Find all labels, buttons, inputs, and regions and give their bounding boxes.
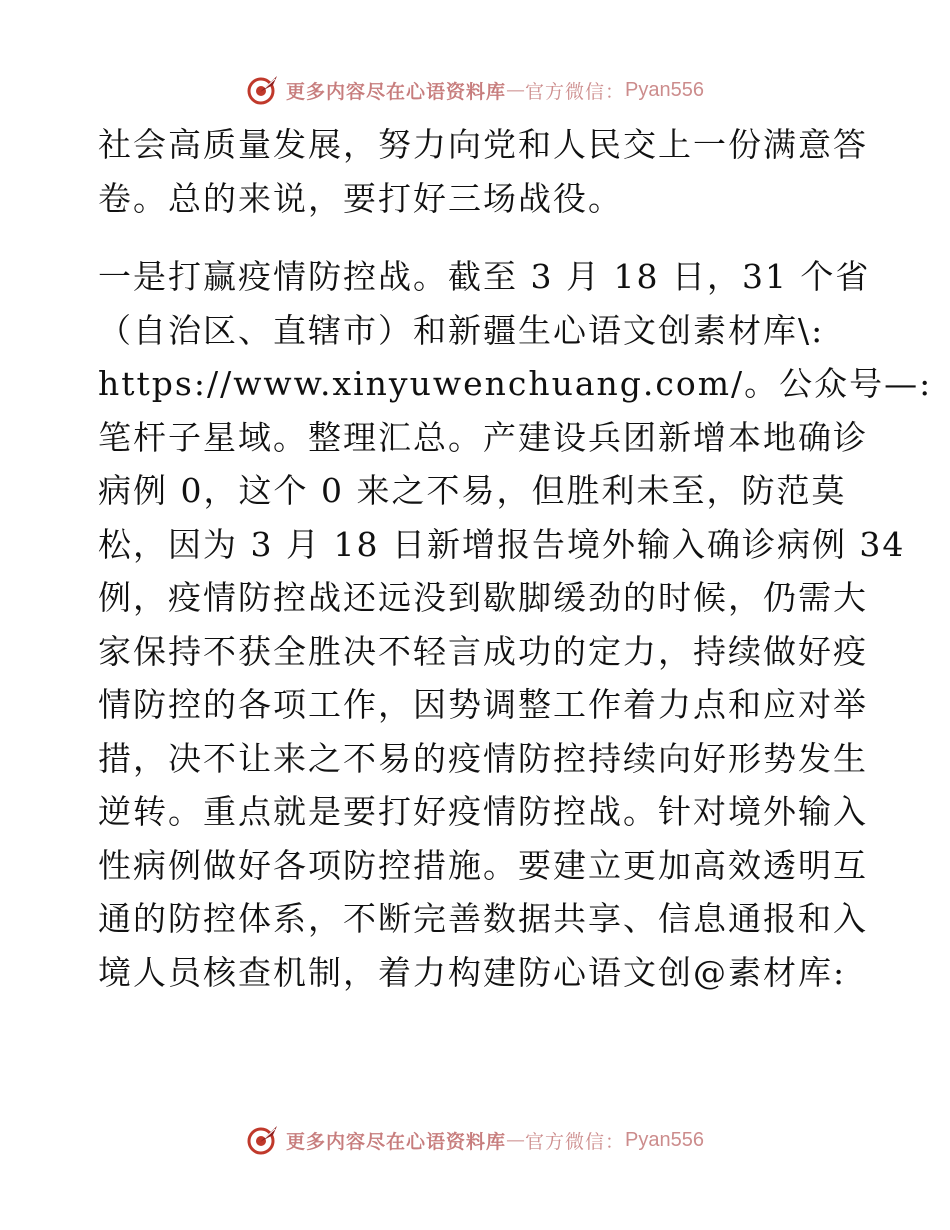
text-line: 家保持不获全胜决不轻言成功的定力，持续做好疫 xyxy=(98,631,868,671)
document-body xyxy=(98,118,933,999)
footer-banner xyxy=(0,1120,950,1160)
text-line: 通的防控体系，不断完善数据共享、信息通报和入 xyxy=(98,899,868,938)
text-line: 例，疫情防控战还远没到歇脚缓劲的时候，仍需大 xyxy=(98,578,868,617)
text-line: 卷。总的来说，要打好三场战役。 xyxy=(98,178,623,218)
text-line: 情防控的各项工作，因势调整工作着力点和应对举 xyxy=(98,685,868,724)
text-line: 逆转。重点就是要打好疫情防控战。针对境外输入 xyxy=(98,792,868,831)
banner-wechat-label: 官方微信： xyxy=(525,80,626,103)
text-line: 境人员核查机制，着力构建防心语文创@素材库: xyxy=(98,952,847,992)
text-line: 社会高质量发展，努力向党和人民交上一份满意答 xyxy=(98,125,868,164)
banner-wechat-id: Pyan556 xyxy=(625,78,704,101)
banner-dash: — xyxy=(506,79,526,101)
banner-title: 更多内容尽在心语资料库 xyxy=(286,80,507,103)
text-line: https://www.xinyuwenchuang.com/。公众号—: xyxy=(98,364,933,403)
text-line: （自治区、直辖市）和新疆生心语文创素材库\: xyxy=(98,310,825,350)
text-line: 病例 0，这个 0 来之不易，但胜利未至，防范莫 xyxy=(98,471,847,510)
header-banner xyxy=(0,70,950,110)
banner-wechat-label: 官方微信： xyxy=(525,1130,626,1153)
banner-dash: — xyxy=(506,1129,526,1151)
banner-wechat-id: Pyan556 xyxy=(625,1128,704,1151)
text-line: 笔杆子星域。整理汇总。产建设兵团新增本地确诊 xyxy=(98,417,868,457)
quill-logo-icon xyxy=(246,73,280,107)
text-line: 性病例做好各项防控措施。要建立更加高效透明互 xyxy=(98,845,868,885)
paragraph-gap xyxy=(98,225,858,250)
quill-logo-icon xyxy=(246,1123,280,1157)
banner-title: 更多内容尽在心语资料库 xyxy=(286,1130,507,1153)
text-line: 一是打赢疫情防控战。截至 3 月 18 日，31 个省 xyxy=(98,257,871,296)
text-line: 松，因为 3 月 18 日新增报告境外输入确诊病例 34 xyxy=(98,524,906,564)
text-line: 措，决不让来之不易的疫情防控持续向好形势发生 xyxy=(98,738,868,778)
